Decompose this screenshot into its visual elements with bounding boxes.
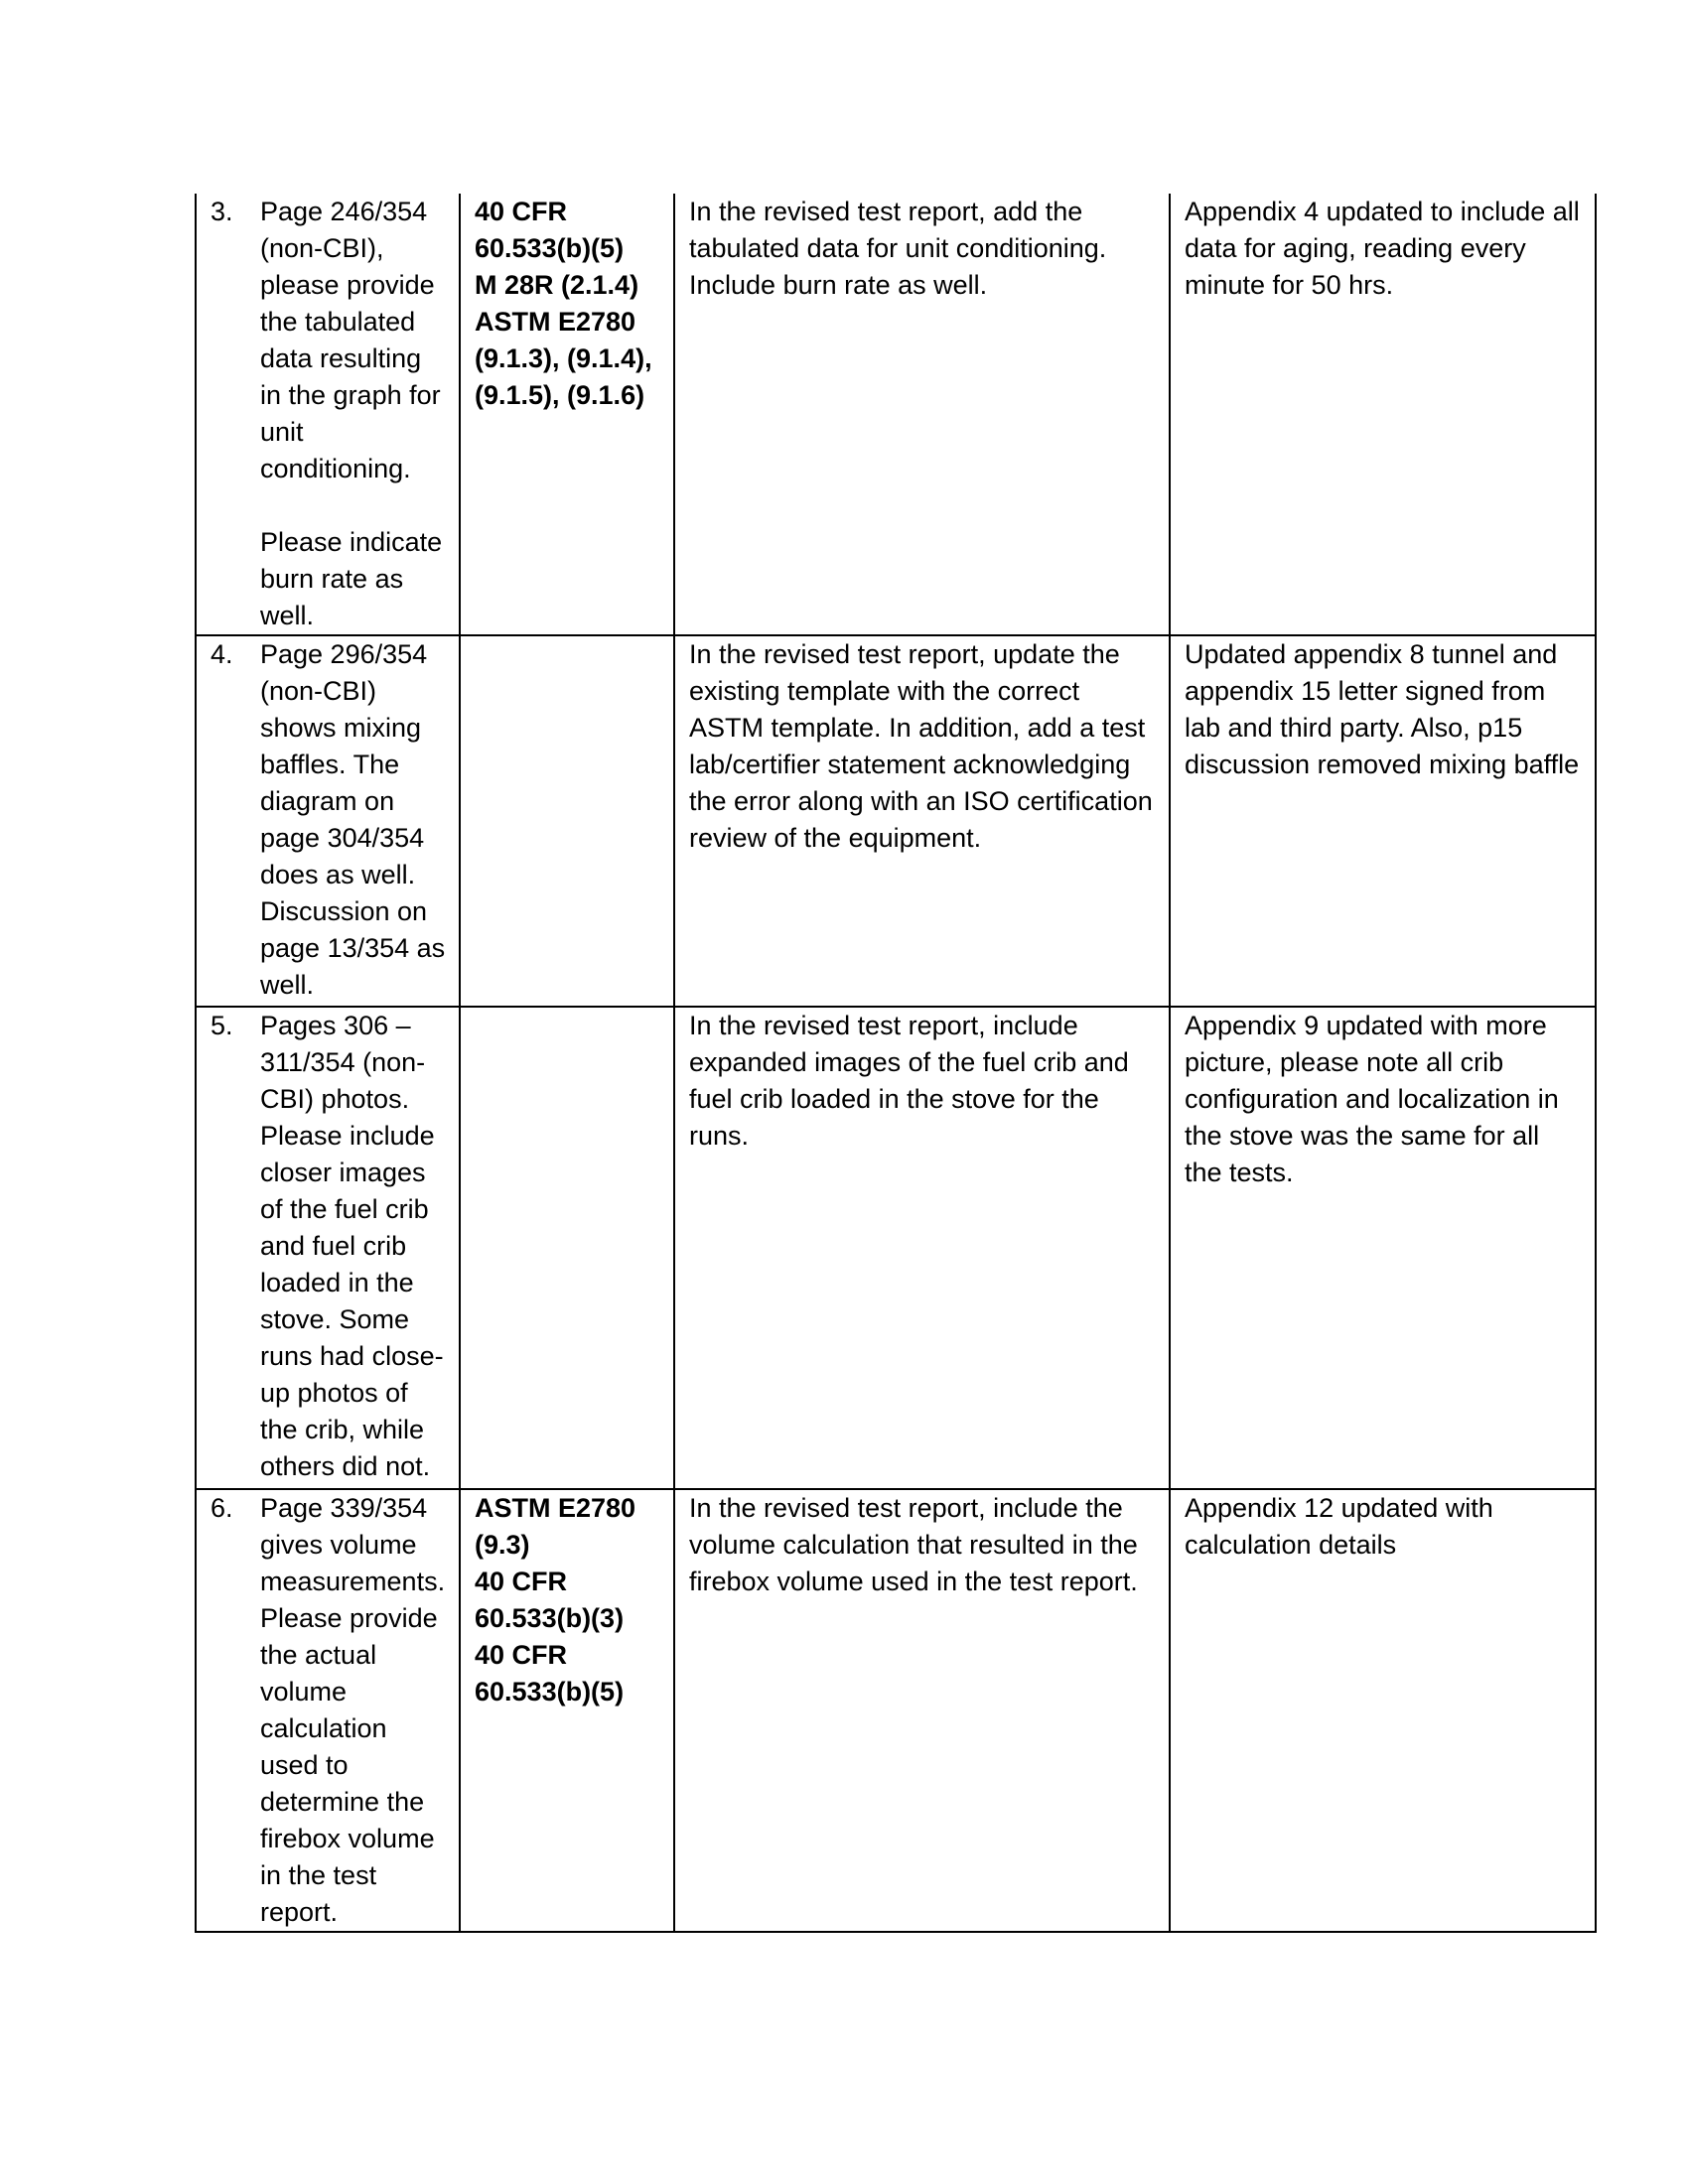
table-row bbox=[196, 1007, 1596, 1489]
reference-line: 40 CFR bbox=[475, 1640, 568, 1670]
reference-cell bbox=[460, 194, 674, 635]
action-cell: In the revised test report, add the tabulated data for unit conditioning. Include burn rate as well. bbox=[674, 194, 1170, 635]
item-number: 6. bbox=[211, 1493, 233, 1523]
table-row bbox=[196, 635, 1596, 1007]
reference-line: (9.1.5), (9.1.6) bbox=[475, 380, 645, 410]
item-number: 4. bbox=[211, 639, 233, 669]
table-row bbox=[196, 194, 1596, 635]
comment-cell bbox=[196, 635, 460, 1007]
comment-text: Page 246/354 (non-CBI), please provide the tabulated data resulting in the graph for unit conditioning. bbox=[260, 197, 441, 483]
item-number: 5. bbox=[211, 1011, 233, 1040]
reference-cell bbox=[460, 1007, 674, 1489]
response-cell: Appendix 9 updated with more picture, please note all crib configuration and localization in the stove was the same for all the tests. bbox=[1170, 1007, 1596, 1489]
comment-text: Page 339/354 gives volume measurements. Please provide the actual volume calculation used to determine the firebox volume in the test report. bbox=[260, 1493, 446, 1927]
action-cell: In the revised test report, update the existing template with the correct ASTM template. In addition, add a test lab/certifier statement acknowledging the error along with an ISO certification review of the equipment. bbox=[674, 635, 1170, 1007]
reference-line: (9.1.3), (9.1.4), bbox=[475, 343, 652, 373]
response-cell: Appendix 4 updated to include all data for aging, reading every minute for 50 hrs. bbox=[1170, 194, 1596, 635]
reference-line: 60.533(b)(5) bbox=[475, 1677, 625, 1706]
action-cell: In the revised test report, include the volume calculation that resulted in the firebox volume used in the test report. bbox=[674, 1489, 1170, 1932]
reference-line: M 28R (2.1.4) bbox=[475, 270, 639, 300]
reference-line: 40 CFR bbox=[475, 1567, 568, 1596]
comment-cell bbox=[196, 194, 460, 635]
response-cell: Appendix 12 updated with calculation details bbox=[1170, 1489, 1596, 1932]
comments-table bbox=[195, 194, 1597, 1933]
reference-line: 60.533(b)(5) bbox=[475, 233, 625, 263]
reference-line: ASTM E2780 bbox=[475, 1493, 636, 1523]
comment-cell bbox=[196, 1007, 460, 1489]
reference-line: 40 CFR bbox=[475, 197, 568, 226]
response-cell: Updated appendix 8 tunnel and appendix 15 letter signed from lab and third party. Also, p15 discussion removed mixing baffle bbox=[1170, 635, 1596, 1007]
comment-text: Page 296/354 (non-CBI) shows mixing baffles. The diagram on page 304/354 does as well. Discussion on page 13/354 as well. bbox=[260, 639, 446, 1000]
action-cell: In the revised test report, include expanded images of the fuel crib and fuel crib loaded in the stove for the runs. bbox=[674, 1007, 1170, 1489]
table-row bbox=[196, 1489, 1596, 1932]
reference-cell bbox=[460, 635, 674, 1007]
reference-line: (9.3) bbox=[475, 1530, 530, 1560]
reference-cell bbox=[460, 1489, 674, 1932]
comment-text: Please indicate burn rate as well. bbox=[260, 527, 443, 630]
comment-text: Pages 306 – 311/354 (non-CBI) photos. Please include closer images of the fuel crib and fuel crib loaded in the stove. Some runs had close-up photos of the crib, while others did not. bbox=[260, 1011, 444, 1481]
item-number: 3. bbox=[211, 197, 233, 226]
reference-line: ASTM E2780 bbox=[475, 307, 636, 337]
comment-cell bbox=[196, 1489, 460, 1932]
reference-line: 60.533(b)(3) bbox=[475, 1603, 625, 1633]
